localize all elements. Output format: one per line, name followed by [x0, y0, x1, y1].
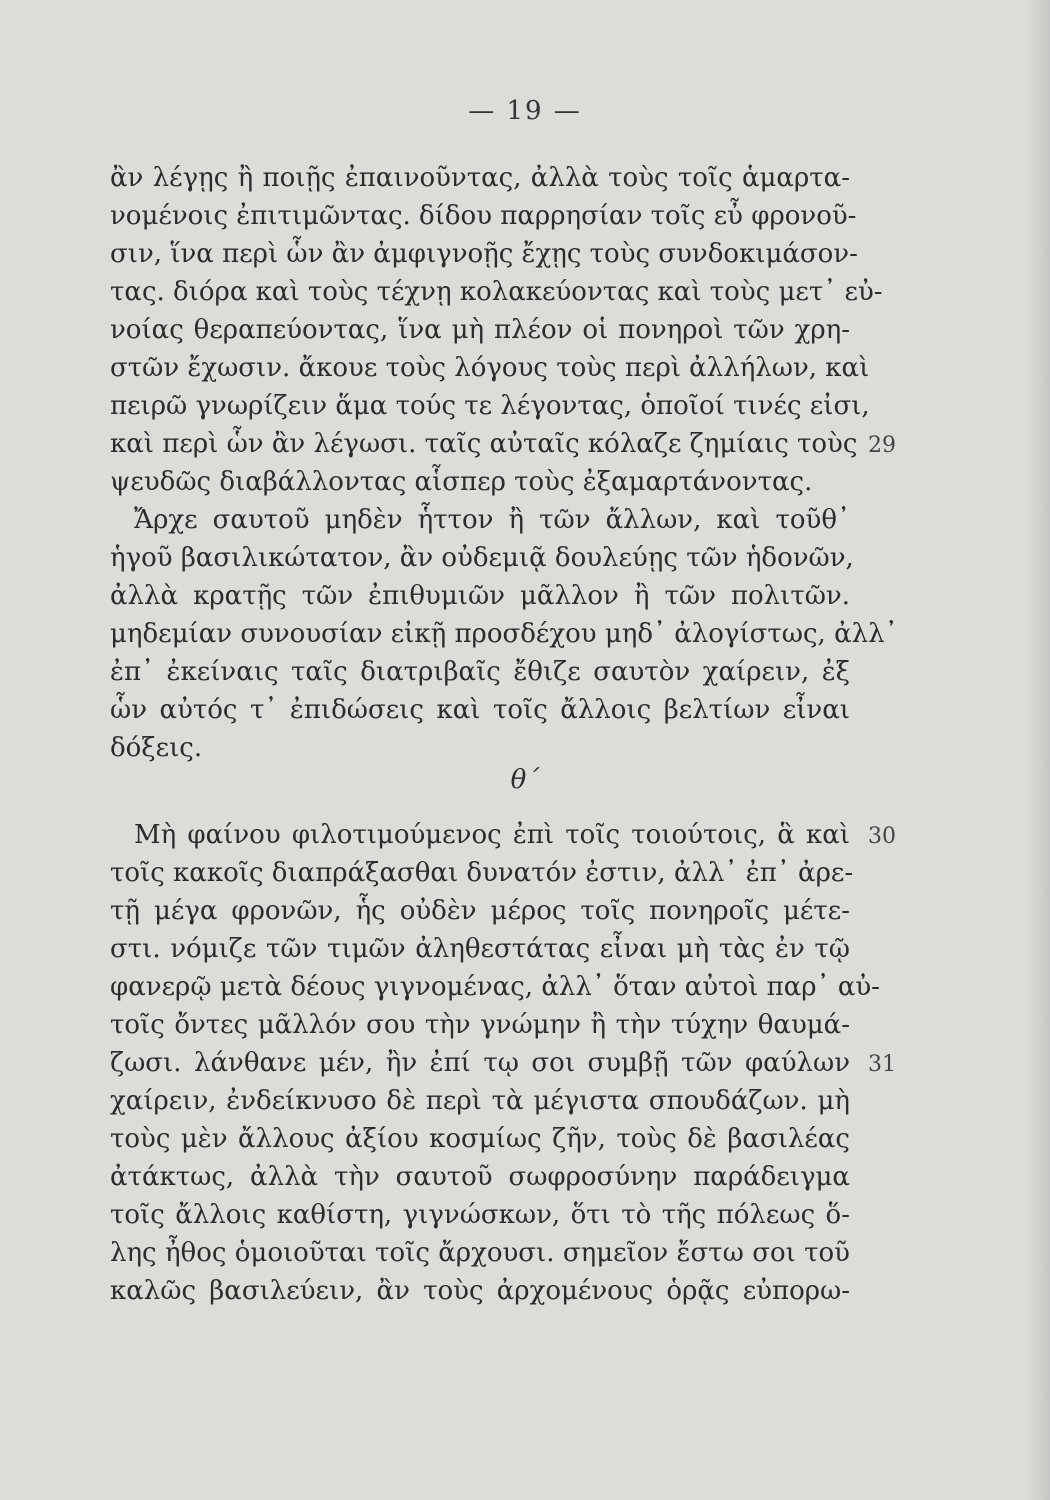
text-line: μηδεμίαν συνουσίαν εἰκῇ προσδέχου μηδ᾽ ἀλογίστως, ἀλλ᾽ [110, 619, 898, 649]
text-line: Μὴ φαίνου φιλοτιμούμενος ἐπὶ τοῖς τοιούτοις, ἃ καὶ [134, 820, 850, 850]
text-line: στι. νόμιζε τῶν τιμῶν ἀληθεστάτας εἶναι μὴ τὰς ἐν τῷ [110, 934, 850, 964]
text-line: ψευδῶς διαβάλλοντας αἷσπερ τοὺς ἐξαμαρτάνοντας. [110, 467, 813, 497]
text-line: τῇ μέγα φρονῶν, ἧς οὐδὲν μέρος τοῖς πονηροῖς μέτε- [110, 896, 850, 926]
text-line: ζωσι. λάνθανε μέν, ἢν ἐπί τῳ σοι συμβῇ τῶν φαύλων [110, 1048, 850, 1078]
text-line: στῶν ἔχωσιν. ἄκουε τοὺς λόγους τοὺς περὶ ἀλλήλων, καὶ [110, 353, 870, 383]
text-line: τοῖς ὄντες μᾶλλόν σου τὴν γνώμην ἢ τὴν τύχην θαυμά- [110, 1010, 850, 1040]
text-line: δόξεις. [110, 733, 203, 763]
text-line: Ἄρχε σαυτοῦ μηδὲν ἧττον ἢ τῶν ἄλλων, καὶ τοῦθ᾽ [134, 505, 850, 535]
text-line: ἀλλὰ κρατῇς τῶν ἐπιθυμιῶν μᾶλλον ἢ τῶν πολιτῶν. [110, 581, 850, 611]
text-line: νοίας θεραπεύοντας, ἵνα μὴ πλέον οἱ πονηροὶ τῶν χρη- [110, 315, 850, 345]
margin-number-30: 30 [868, 824, 896, 849]
text-line: ἡγοῦ βασιλικώτατον, ἂν οὐδεμιᾷ δουλεύῃς τῶν ἡδονῶν, [110, 543, 854, 573]
page-number-header: — 19 — [468, 96, 582, 126]
margin-number-29: 29 [868, 433, 896, 458]
text-line: ἂν λέγῃς ἢ ποιῇς ἐπαινοῦντας, ἀλλὰ τοὺς τοῖς ἁμαρτα- [110, 163, 850, 193]
margin-number-31: 31 [868, 1052, 896, 1077]
text-line: τοὺς μὲν ἄλλους ἀξίου κοσμίως ζῆν, τοὺς δὲ βασιλέας [110, 1124, 850, 1154]
text-line: τοῖς ἄλλοις καθίστη, γιγνώσκων, ὅτι τὸ τῆς πόλεως ὅ- [110, 1200, 850, 1230]
text-line: σιν, ἵνα περὶ ὧν ἂν ἀμφιγνοῇς ἔχῃς τοὺς συνδοκιμάσον- [110, 239, 858, 269]
section-mark: θ´ [510, 765, 540, 795]
text-line: καὶ περὶ ὧν ἂν λέγωσι. ταῖς αὐταῖς κόλαζε ζημίαις τοὺς [110, 429, 858, 459]
text-line: καλῶς βασιλεύειν, ἂν τοὺς ἀρχομένους ὁρᾷς εὐπορω- [110, 1276, 850, 1306]
text-line: τοῖς κακοῖς διαπράξασθαι δυνατόν ἐστιν, ἀλλ᾽ ἐπ᾽ ἀρε- [110, 858, 854, 888]
text-line: χαίρειν, ἐνδείκνυσο δὲ περὶ τὰ μέγιστα σπουδάζων. μὴ [110, 1086, 850, 1116]
text-line: τας. διόρα καὶ τοὺς τέχνῃ κολακεύοντας καὶ τοὺς μετ᾽ εὐ- [110, 277, 883, 307]
text-line: ὧν αὐτός τ᾽ ἐπιδώσεις καὶ τοῖς ἄλλοις βελτίων εἶναι [110, 695, 850, 725]
text-line: πειρῶ γνωρίζειν ἅμα τούς τε λέγοντας, ὁποῖοί τινές εἰσι, [110, 391, 870, 421]
text-line: νομένοις ἐπιτιμῶντας. δίδου παρρησίαν τοῖς εὖ φρονοῦ- [110, 201, 857, 231]
text-line: λης ἦθος ὁμοιοῦται τοῖς ἄρχουσι. σημεῖον ἔστω σοι τοῦ [110, 1238, 850, 1268]
text-line: ἀτάκτως, ἀλλὰ τὴν σαυτοῦ σωφροσύνην παράδειγμα [110, 1162, 850, 1192]
text-line: ἐπ᾽ ἐκείναις ταῖς διατριβαῖς ἔθιζε σαυτὸν χαίρειν, ἐξ [110, 657, 850, 687]
text-line: φανερῷ μετὰ δέους γιγνομένας, ἀλλ᾽ ὅταν αὐτοὶ παρ᾽ αὐ- [110, 972, 880, 1002]
